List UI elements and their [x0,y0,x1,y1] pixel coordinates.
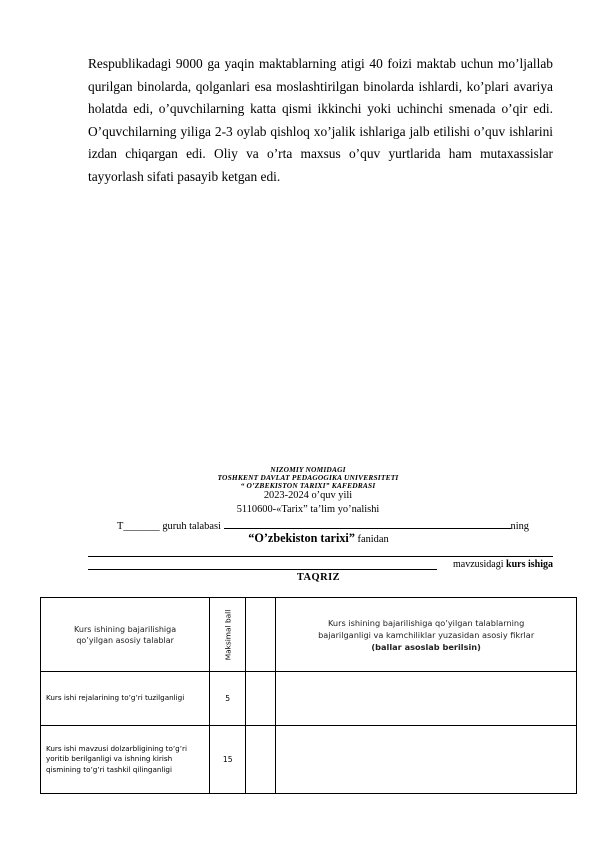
row-requirement: Kurs ishi mavzusi dolzarbligining to’g’ri yoritib berilganligi va ishning kirish qismining to’g’ri tashkil qilinganligi [41,726,210,794]
university-name-line-2: TOSHKENT DAVLAT PEDAGOGIKA UNIVERSITETI [217,473,399,482]
row-score-input[interactable] [246,672,276,726]
row-max-score: 15 [210,726,246,794]
topic-label: mavzusidagi [452,559,504,570]
row-max-score: 5 [210,672,246,726]
topic-blank-line-1[interactable] [88,556,553,557]
row-score-input[interactable] [246,726,276,794]
row-comment-input[interactable] [276,726,577,794]
university-header [40,466,576,516]
group-prefix: T_______ [117,521,160,532]
group-student-label: guruh talabasi [162,521,221,532]
body-paragraph: Respublikadagi 9000 ga yaqin maktablarning atigi 40 foizi maktab uchun mo’ljallab qurilgan binolarda, qolganlari esa moslashtirilgan binolarda ishlardi, ko’plari avariya holatda edi, o’quvchilarning katta qismi ikkinchi yoki uchinchi smenada o’qir edi. O’quvchilarning yiliga 2-3 oylab qishloq xo’jalik ishlariga jalb etilishi o’quv ishlarini izdan chiqargan edi. Oliy va o’rta maxsus o’quv yurtlarida ham mutaxassislar tayyorlash sifati pasayib ketgan edi. [88,56,553,184]
max-score-label: Maksimal ball [223,609,233,660]
topic-line [453,559,553,570]
header-comments-text: Kurs ishining bajarilishiga qo’yilgan talablarning bajarilganligi va kamchiliklar yuzasidan asosiy fikrlar [318,617,535,640]
header-comments-bold: (ballar asoslab berilsin) [371,641,481,652]
student-name-blank[interactable] [224,519,511,529]
subject-line [40,531,595,546]
header-comments [276,598,577,672]
department-name: “ O’ZBEKISTON TARIXI” KAFEDRASI [240,481,376,490]
table-row [41,672,577,726]
academic-year: 2023-2024 o’quv yili [263,490,353,501]
topic-bold: kurs ishiga [506,559,553,570]
header-max-score [210,598,246,672]
specialty: 5110600-«Tarix” ta’lim yo’nalishi [236,504,380,515]
subject-suffix: fanidan [357,534,389,545]
review-title: TAQRIZ [296,572,341,583]
row-requirement: Kurs ishi rejalarining to’g’ri tuzilganligi [41,672,210,726]
review-table [40,597,577,794]
header-score-cell [246,598,276,672]
row-comment-input[interactable] [276,672,577,726]
header-requirements: Kurs ishining bajarilishiga qo’yilgan asosiy talablar [41,598,210,672]
subject-name: “O’zbekiston tarixi” [248,531,355,545]
topic-blank-line-2[interactable] [88,569,437,570]
student-suffix: ning [510,521,529,532]
university-name-line-1: NIZOMIY NOMIDAGI [270,465,346,474]
table-row [41,726,577,794]
